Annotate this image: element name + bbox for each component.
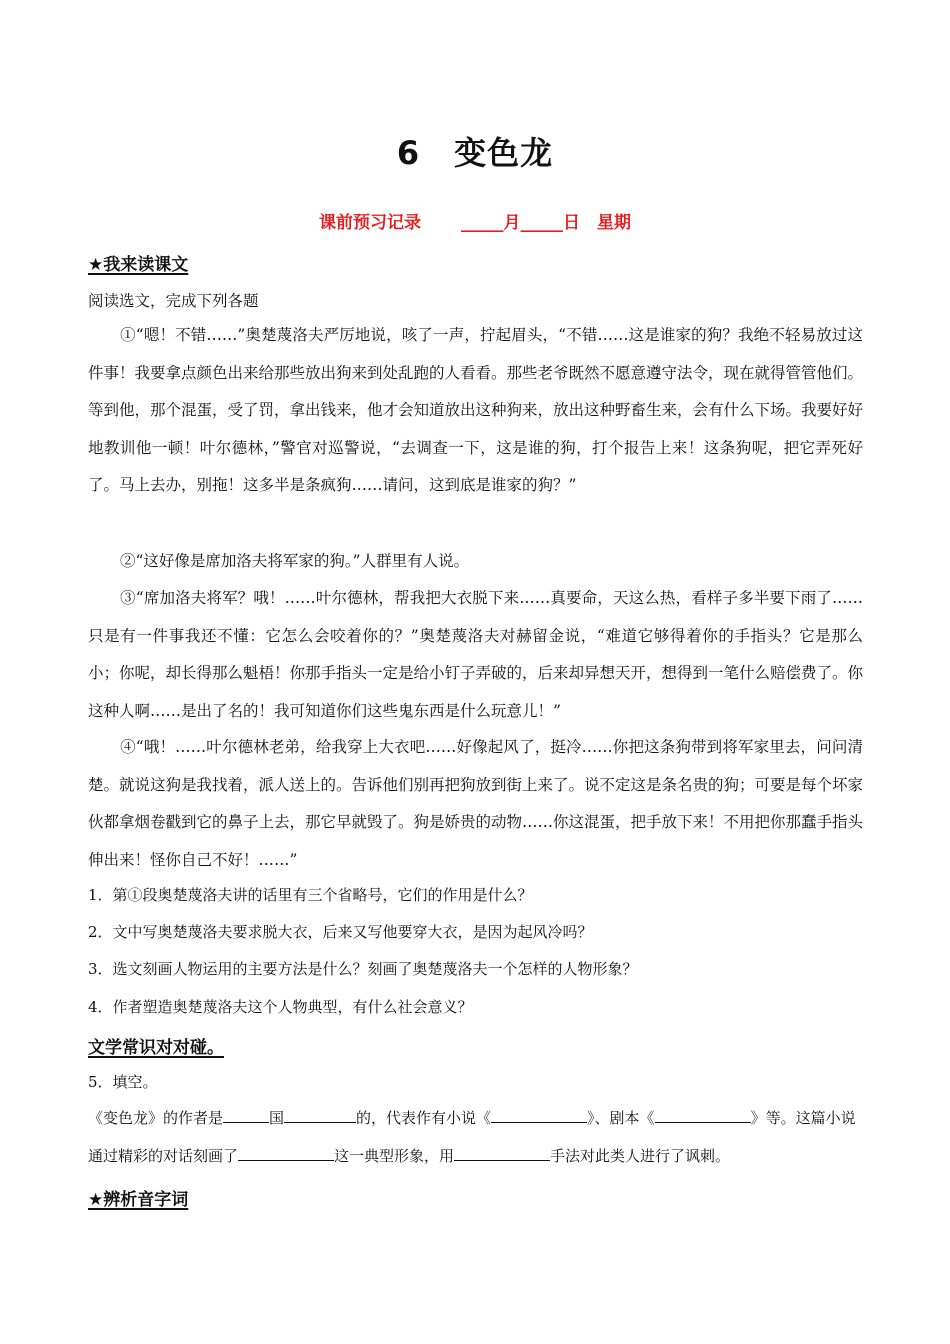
blank-technique[interactable] (454, 1146, 550, 1161)
preview-record-line: 课前预习记录 _____月_____日 星期 (319, 213, 631, 233)
lesson-title: 变色龙 (454, 134, 554, 172)
passage-paragraph-3: ③“席加洛夫将军？哦！……叶尔德林，帮我把大衣脱下来……真要命，天这么热，看样子多半要下雨了……只是有一件事我还不懂：它怎么会咬着你的？”奥楚蔑洛夫对赫留金说，“难道它够得着你的手指头？它是那么小；你呢，却长得那么魁梧！你那手指头一定是给小钉子弄破的，后来却异想天开，想得到一笔什么赔偿费了。你这种人啊……是出了名的！我可知道你们这些鬼东西是什么玩意儿！” (88, 589, 864, 720)
question-1: 1．第①段奥楚蔑洛夫讲的话里有三个省略号，它们的作用是什么？ (88, 886, 533, 904)
question-2: 2．文中写奥楚蔑洛夫要求脱大衣，后来又写他要穿大衣，是因为起风冷吗？ (88, 923, 593, 941)
lesson-number: 6 (396, 134, 421, 172)
blank-author-name[interactable] (284, 1108, 356, 1123)
section-heading-literary-knowledge: 文学常识对对碰。 (88, 1038, 224, 1058)
question-3: 3．选文刻画人物运用的主要方法是什么？刻画了奥楚蔑洛夫一个怎样的人物形象？ (88, 960, 638, 978)
blank-novel-title[interactable] (491, 1108, 587, 1123)
passage-paragraph-2: ②“这好像是席加洛夫将军家的狗。”人群里有人说。 (120, 552, 470, 570)
question-5: 5．填空。 (88, 1073, 158, 1091)
reading-instruction: 阅读选文，完成下列各题 (88, 292, 259, 310)
section-heading-read-text: ★我来读课文 (88, 255, 189, 275)
blank-typical-image[interactable] (238, 1146, 334, 1161)
question-4: 4．作者塑造奥楚蔑洛夫这个人物典型，有什么社会意义？ (88, 998, 473, 1016)
fill-in-blank-paragraph: 《变色龙》的作者是 国 的，代表作有小说《 》、剧本《 》等。这篇小说通过精彩的对话刻画了 这一典型形象，用 手法对此类人进行了讽刺。 (88, 1109, 856, 1165)
blank-author-country[interactable] (223, 1108, 269, 1123)
section-heading-words: ★辨析音字词 (88, 1190, 189, 1210)
passage-paragraph-4: ④“哦！……叶尔德林老弟，给我穿上大衣吧……好像起风了，挺冷……你把这条狗带到将军家里去，问问清楚。就说这狗是我找着，派人送上的。告诉他们别再把狗放到街上来了。说不定这是条名贵的狗；可要是每个坏家伙都拿烟卷戳到它的鼻子上去，那它早就毁了。狗是娇贵的动物……你这混蛋，把手放下来！不用把你那蠢手指头伸出来！怪你自己不好！……” (88, 738, 864, 869)
blank-play-title[interactable] (655, 1108, 751, 1123)
page-title (0, 128, 950, 174)
passage-paragraph-1: ①“嗯！不错……”奥楚蔑洛夫严厉地说，咳了一声，拧起眉头，“不错……这是谁家的狗？我绝不轻易放过这件事！我要拿点颜色出来给那些放出狗来到处乱跑的人看看。那些老爷既然不愿意遵守法令，现在就得管管他们。等到他，那个混蛋，受了罚，拿出钱来，他才会知道放出这种狗来，放出这种野畜生来，会有什么下场。我要好好地教训他一顿！叶尔德林，”警官对巡警说，“去调查一下，这是谁的狗，打个报告上来！这条狗呢，把它弄死好了。马上去办，别拖！这多半是条疯狗……请问，这到底是谁家的狗？” (88, 326, 864, 494)
